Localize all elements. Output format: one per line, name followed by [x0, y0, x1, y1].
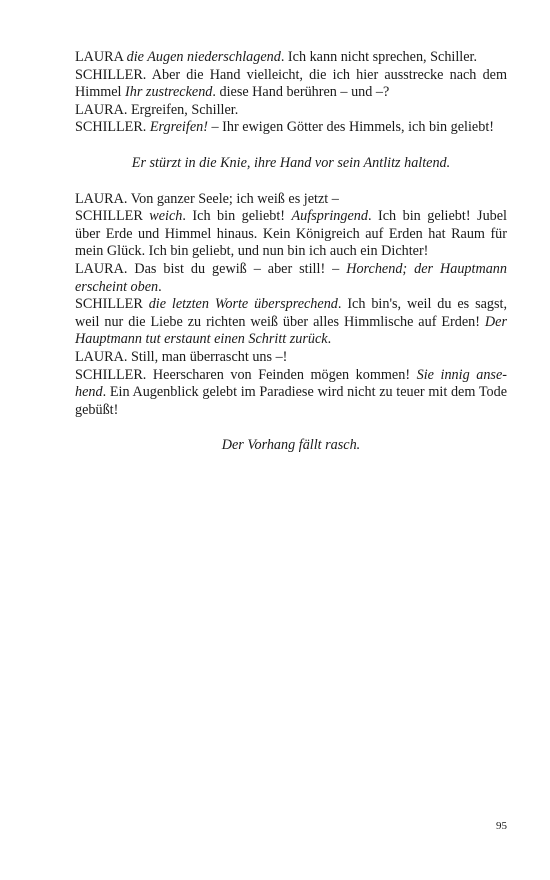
- dialogue-line: [75, 191, 507, 209]
- spoken-text: . Von ganzer Seele; ich weiß es jetzt –: [123, 190, 339, 207]
- inline-stage-direction: Der Hauptmann tut erstaunt einen Schritt zurück: [75, 313, 507, 348]
- spoken-text: . diese Hand berühren – und –?: [212, 84, 390, 101]
- speaker-name: SCHILLER: [75, 66, 143, 83]
- speaker-name: LAURA: [75, 190, 124, 207]
- spoken-text: . Das bist du gewiß – aber still! –: [123, 260, 347, 277]
- spoken-text: . Ergreifen, Schiller.: [123, 101, 239, 118]
- speaker-name: LAURA: [75, 101, 124, 118]
- spoken-text: . Still, man überrascht uns –!: [123, 348, 288, 365]
- dialogue-line: [75, 49, 507, 67]
- inline-stage-direction: Sie innig ansehend: [75, 366, 507, 401]
- stage-direction: Der Vorhang fällt rasch.: [221, 437, 361, 454]
- inline-stage-direction: Ergreifen!: [149, 119, 208, 136]
- spoken-text: . Aber die Hand vielleicht, die ich hier ausstrecke nach dem Himmel: [75, 66, 507, 101]
- spoken-text: – Ihr ewigen Götter des Himmels, ich bin geliebt!: [207, 119, 494, 136]
- spoken-text: . Ich bin geliebt!: [182, 208, 292, 225]
- spoken-text: . Heerscharen von Feinden mögen kommen!: [142, 366, 417, 383]
- play-text: [75, 49, 507, 473]
- dialogue-line: [75, 208, 507, 261]
- spoken-text: .: [142, 119, 150, 136]
- speaker-name: SCHILLER: [75, 208, 143, 225]
- dialogue-line: [75, 261, 507, 296]
- inline-stage-direction: Horchend; der Hauptmann erscheint oben: [75, 260, 507, 295]
- spoken-text: . Ich bin geliebt! Jubel über Erde und Himmel hinaus. Kein Königreich auf Erden hat Raum für mein Glück. Ich bin geliebt, und nun bin ich auch ein Dichter!: [75, 208, 508, 260]
- speaker-name: SCHILLER: [75, 296, 143, 313]
- speaker-name: LAURA: [75, 49, 124, 65]
- dialogue-line: [75, 296, 507, 349]
- inline-stage-direction: die Augen niederschlagend: [126, 49, 281, 65]
- dialogue-line: [75, 119, 507, 137]
- spoken-text: . Ich kann nicht sprechen, Schiller.: [280, 49, 478, 65]
- inline-stage-direction: Ihr zustreckend: [125, 84, 213, 101]
- dialogue-line: [75, 349, 507, 367]
- stage-direction: Er stürzt in die Knie, ihre Hand vor sein Antlitz haltend.: [131, 154, 451, 171]
- inline-stage-direction: Aufspringend: [291, 208, 368, 225]
- dialogue-line: [75, 102, 507, 120]
- speaker-name: SCHILLER: [75, 119, 143, 136]
- page-number: 95: [496, 820, 507, 832]
- inline-stage-direction: weich: [149, 208, 183, 225]
- speaker-name: SCHILLER: [75, 366, 143, 383]
- dialogue-line: [75, 367, 507, 420]
- spoken-text: . Ich bin's, weil du es sagst, weil nur die Liebe zu richten weiß über alles Himmlische auf Erden!: [75, 296, 507, 330]
- spoken-text: .: [327, 331, 332, 348]
- inline-stage-direction: die letzten Worte übersprechend: [148, 296, 338, 313]
- speaker-name: LAURA: [75, 348, 124, 365]
- spoken-text: . Ein Augenblick gelebt im Paradiese wird nicht zu teuer mit dem Tode gebüßt!: [75, 384, 507, 418]
- dialogue-line: [75, 67, 507, 102]
- spoken-text: .: [158, 278, 162, 295]
- speaker-name: LAURA: [75, 260, 124, 277]
